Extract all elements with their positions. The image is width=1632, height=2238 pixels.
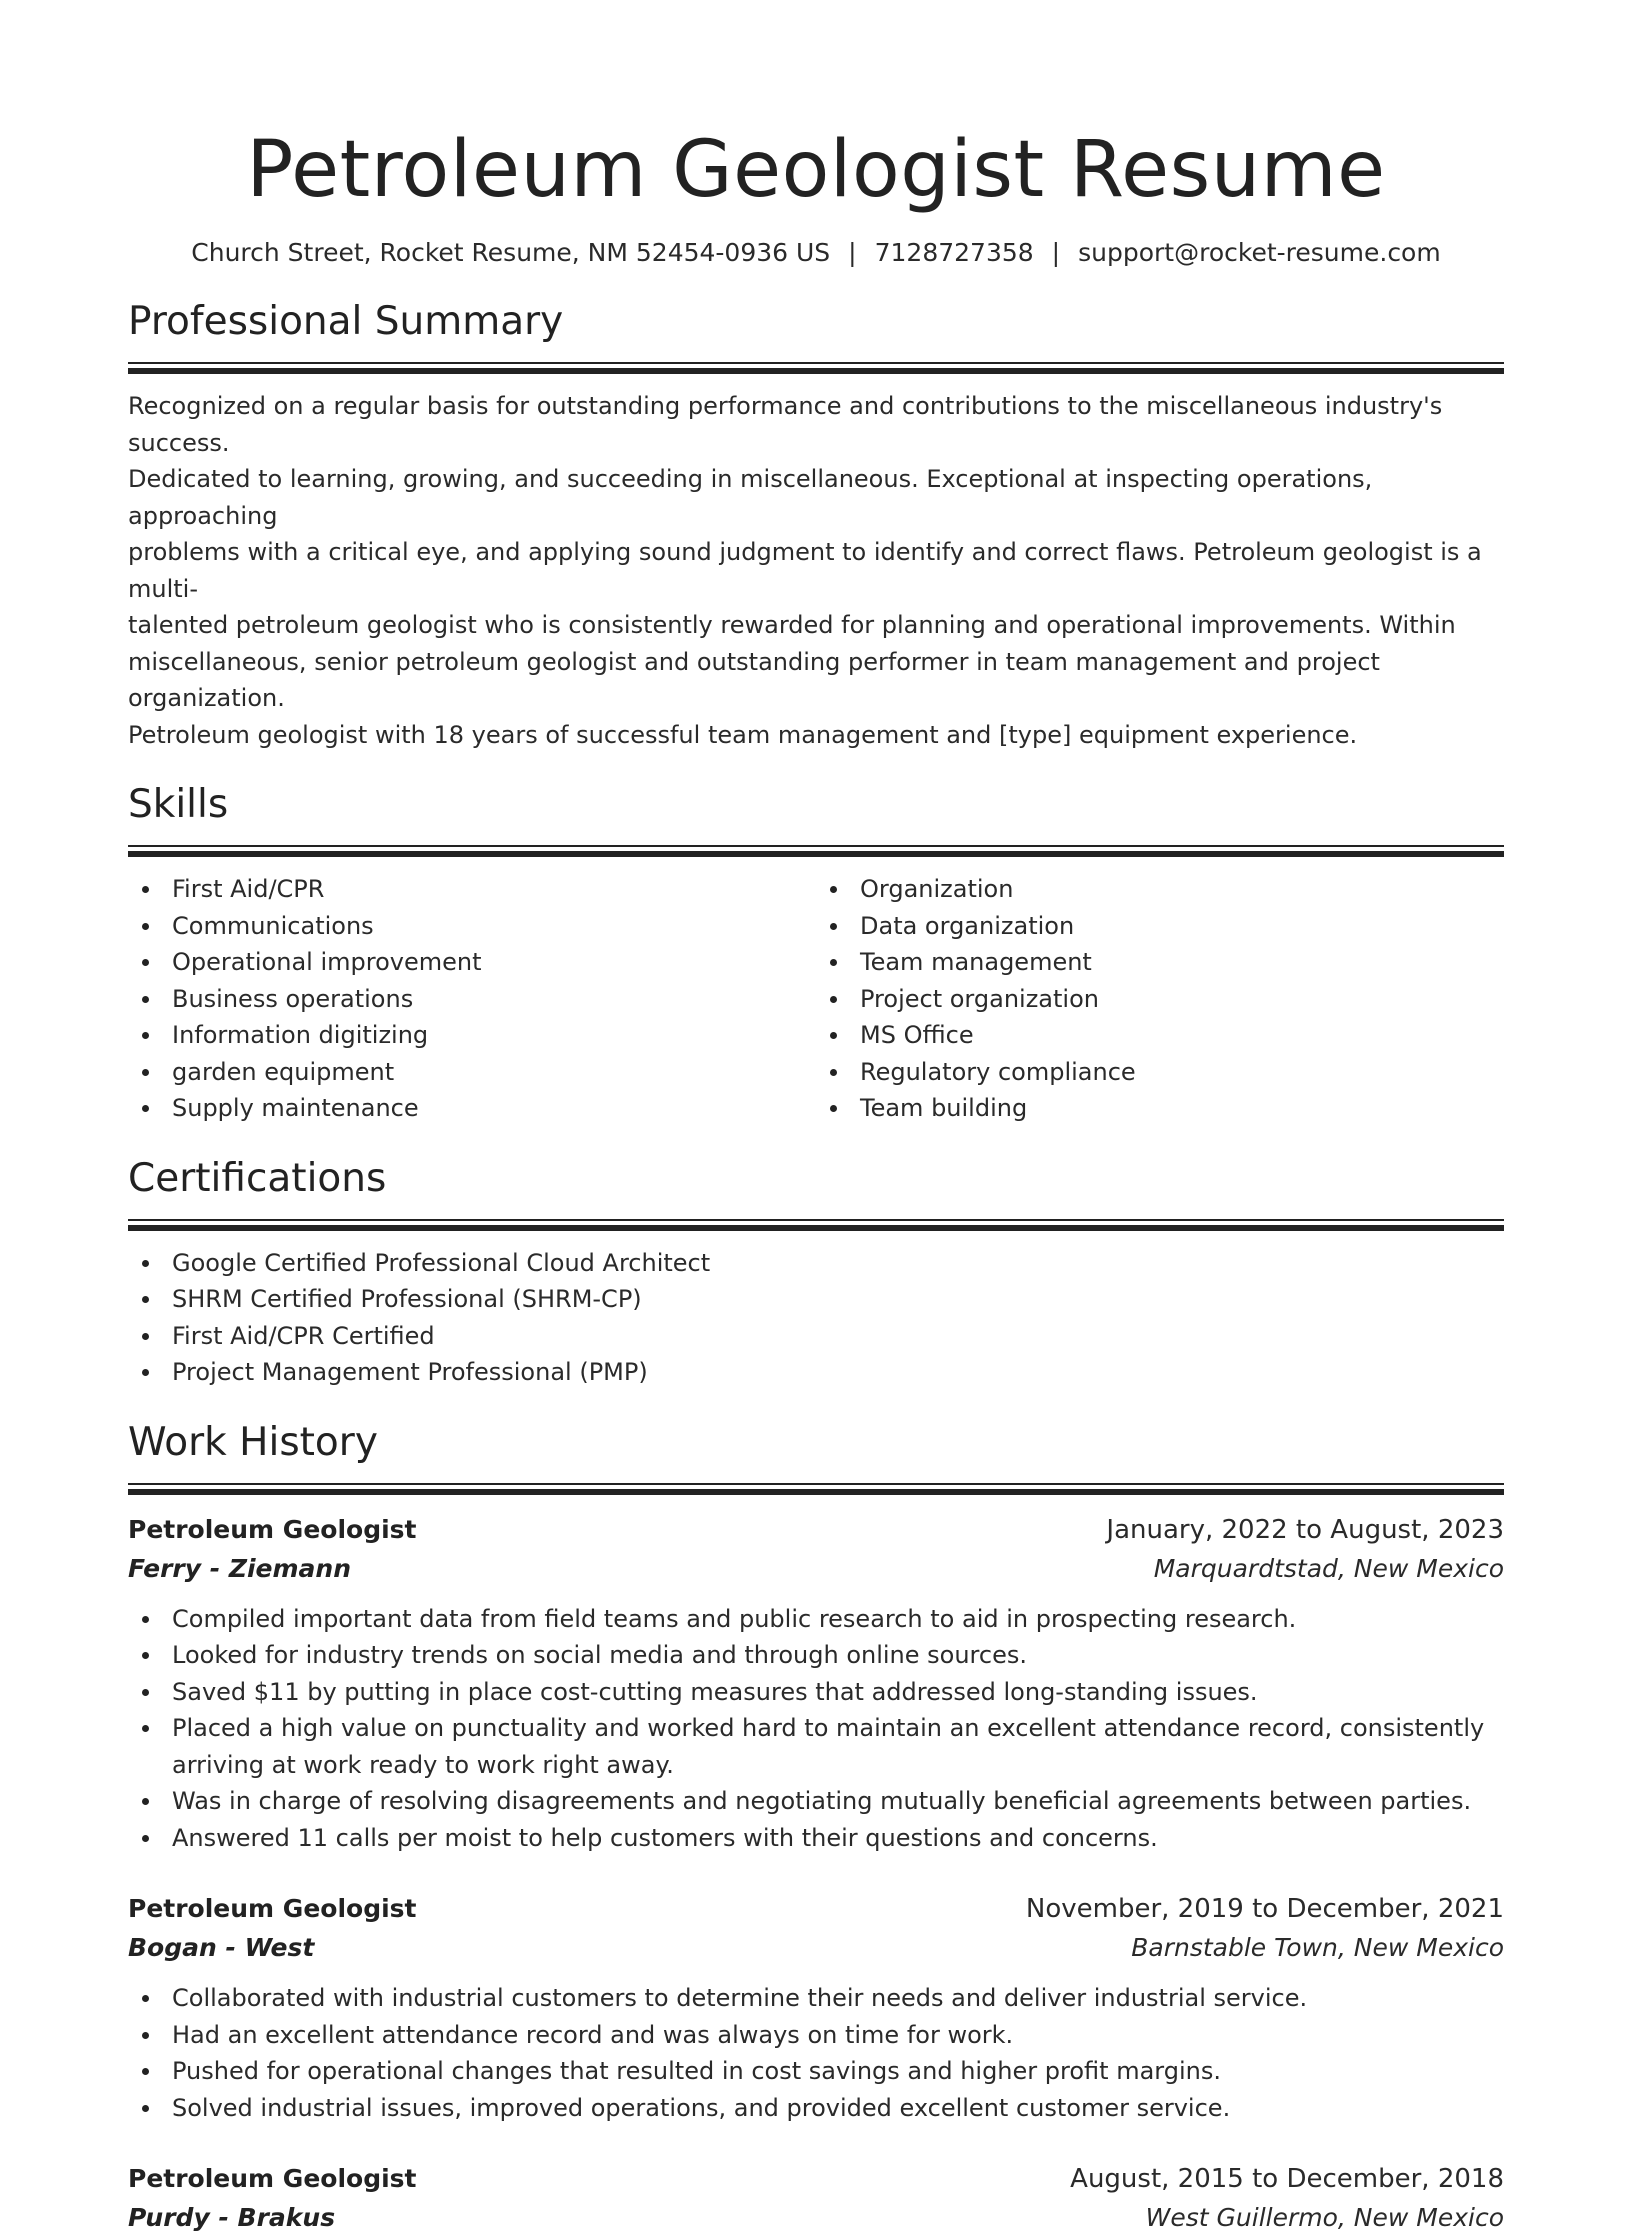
skills-grid xyxy=(128,871,1504,1127)
job-duty-item: Pushed for operational changes that resulted in cost savings and higher profit margins. xyxy=(128,2053,1504,2090)
job-duty-item: Solved industrial issues, improved operations, and provided excellent customer service. xyxy=(128,2090,1504,2127)
job-title: Petroleum Geologist xyxy=(128,2160,417,2198)
skill-item: Information digitizing xyxy=(128,1017,816,1054)
skill-item: Team building xyxy=(816,1090,1504,1127)
summary-line: miscellaneous, senior petroleum geologist and outstanding performer in team management and project organization. xyxy=(128,644,1504,717)
contact-email: support@rocket-resume.com xyxy=(1078,238,1441,267)
job-company: Bogan - West xyxy=(128,1928,314,1968)
certification-item: First Aid/CPR Certified xyxy=(128,1318,1504,1355)
skill-item: First Aid/CPR xyxy=(128,871,816,908)
job-entry xyxy=(128,1890,1504,2126)
job-duties xyxy=(128,1601,1504,1857)
job-location: West Guillermo, New Mexico xyxy=(1146,2198,1504,2238)
summary-line: Petroleum geologist with 18 years of successful team management and [type] equipment experience. xyxy=(128,717,1504,754)
job-dates: August, 2015 to December, 2018 xyxy=(1070,2160,1504,2198)
summary-line: Recognized on a regular basis for outstanding performance and contributions to the miscellaneous industry's success. xyxy=(128,388,1504,461)
contact-line xyxy=(128,236,1504,270)
summary-section xyxy=(128,296,1504,753)
skills-list-right xyxy=(816,871,1504,1127)
certification-item: Project Management Professional (PMP) xyxy=(128,1354,1504,1391)
job-duty-item: Placed a high value on punctuality and worked hard to maintain an excellent attendance record, consistently arriving at work ready to work right away. xyxy=(128,1710,1504,1783)
summary-line: talented petroleum geologist who is consistently rewarded for planning and operational improvements. Within xyxy=(128,607,1504,644)
job-duty-item: Looked for industry trends on social media and through online sources. xyxy=(128,1637,1504,1674)
section-divider xyxy=(128,845,1504,857)
skill-item: MS Office xyxy=(816,1017,1504,1054)
skill-item: Communications xyxy=(128,908,816,945)
contact-separator: | xyxy=(848,238,856,267)
certifications-heading: Certifications xyxy=(128,1153,1504,1205)
summary-heading: Professional Summary xyxy=(128,296,1504,348)
section-divider xyxy=(128,362,1504,374)
job-duty-item: Answered 11 calls per moist to help customers with their questions and concerns. xyxy=(128,1820,1504,1857)
skills-heading: Skills xyxy=(128,779,1504,831)
job-duty-item: Compiled important data from field teams and public research to aid in prospecting research. xyxy=(128,1601,1504,1638)
contact-separator: | xyxy=(1052,238,1060,267)
job-entry xyxy=(128,2160,1504,2238)
certifications-section xyxy=(128,1153,1504,1391)
job-location: Barnstable Town, New Mexico xyxy=(1131,1928,1504,1968)
job-title: Petroleum Geologist xyxy=(128,1890,417,1928)
job-duties xyxy=(128,1980,1504,2126)
page-title: Petroleum Geologist Resume xyxy=(128,0,1504,218)
section-divider xyxy=(128,1219,1504,1231)
skill-item: Operational improvement xyxy=(128,944,816,981)
job-location: Marquardtstad, New Mexico xyxy=(1154,1549,1504,1589)
job-dates: January, 2022 to August, 2023 xyxy=(1106,1511,1504,1549)
skills-section xyxy=(128,779,1504,1127)
skill-item: Organization xyxy=(816,871,1504,908)
contact-phone: 7128727358 xyxy=(875,238,1034,267)
skill-item: Data organization xyxy=(816,908,1504,945)
job-entry xyxy=(128,1511,1504,1857)
certification-item: SHRM Certified Professional (SHRM-CP) xyxy=(128,1281,1504,1318)
section-divider xyxy=(128,1483,1504,1495)
summary-paragraph xyxy=(128,388,1504,753)
skills-list-left xyxy=(128,871,816,1127)
contact-address: Church Street, Rocket Resume, NM 52454-0936 US xyxy=(191,238,830,267)
skill-item: Project organization xyxy=(816,981,1504,1018)
job-title: Petroleum Geologist xyxy=(128,1511,417,1549)
skill-item: Regulatory compliance xyxy=(816,1054,1504,1091)
work-history-heading: Work History xyxy=(128,1417,1504,1469)
certification-item: Google Certified Professional Cloud Architect xyxy=(128,1245,1504,1282)
skill-item: Team management xyxy=(816,944,1504,981)
job-dates: November, 2019 to December, 2021 xyxy=(1026,1890,1504,1928)
job-duty-item: Collaborated with industrial customers to determine their needs and deliver industrial service. xyxy=(128,1980,1504,2017)
job-company: Ferry - Ziemann xyxy=(128,1549,351,1589)
skill-item: Supply maintenance xyxy=(128,1090,816,1127)
job-duty-item: Was in charge of resolving disagreements and negotiating mutually beneficial agreements between parties. xyxy=(128,1783,1504,1820)
job-duty-item: Had an excellent attendance record and was always on time for work. xyxy=(128,2017,1504,2054)
skill-item: Business operations xyxy=(128,981,816,1018)
skill-item: garden equipment xyxy=(128,1054,816,1091)
work-history-section xyxy=(128,1417,1504,2238)
summary-line: problems with a critical eye, and applying sound judgment to identify and correct flaws. Petroleum geologist is a multi- xyxy=(128,534,1504,607)
job-duty-item: Saved $11 by putting in place cost-cutting measures that addressed long-standing issues. xyxy=(128,1674,1504,1711)
job-company: Purdy - Brakus xyxy=(128,2198,335,2238)
certifications-list xyxy=(128,1245,1504,1391)
summary-line: Dedicated to learning, growing, and succeeding in miscellaneous. Exceptional at inspecting operations, approaching xyxy=(128,461,1504,534)
